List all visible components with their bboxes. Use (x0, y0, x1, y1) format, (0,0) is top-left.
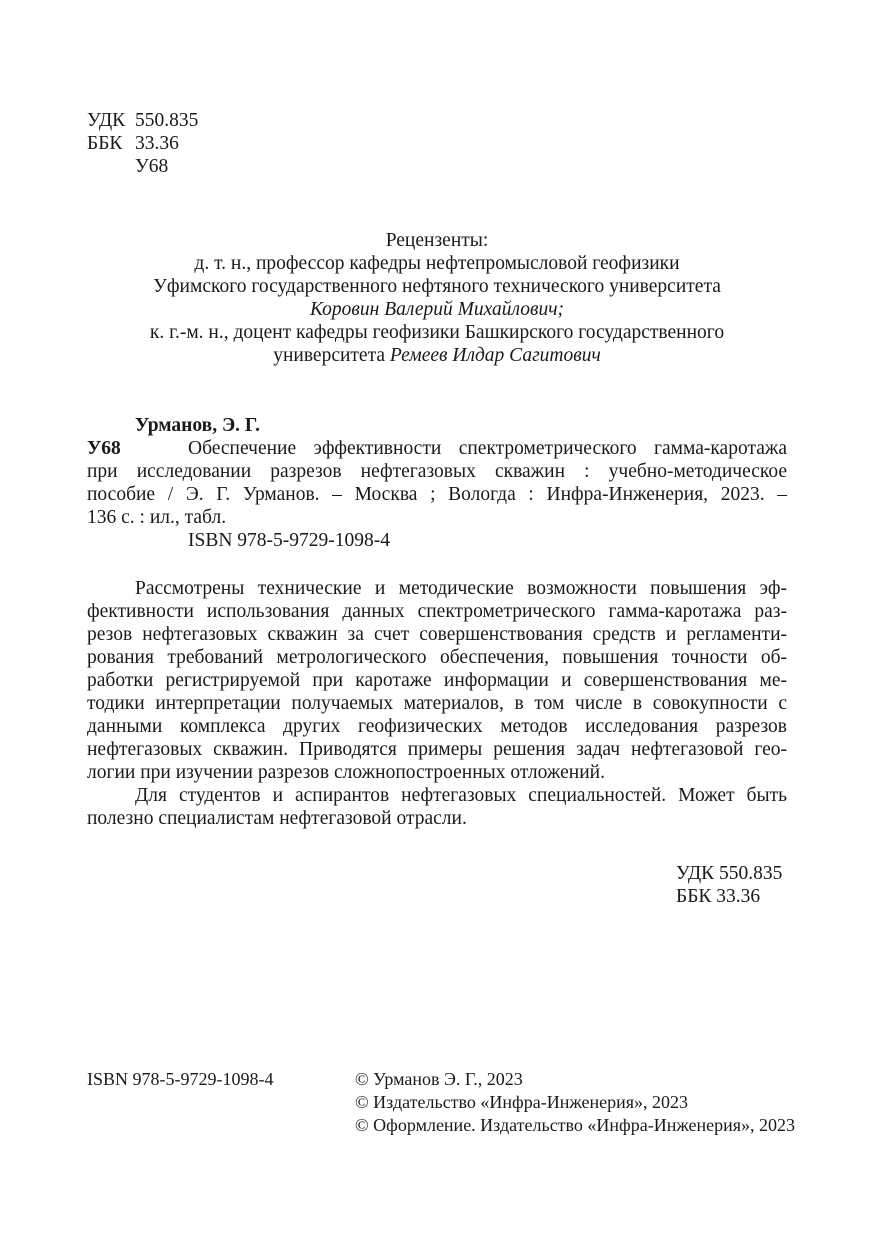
udk-row (87, 109, 198, 132)
udk-value: 550.835 (135, 110, 199, 131)
reviewers-heading: Рецензенты: (385, 230, 489, 251)
annotation-line: резов нефтегазовых скважин за счет совершенствования средств и регламенти- (87, 624, 787, 645)
audience-line-2: полезно специалистам нефтегазовой отрасли. (87, 808, 467, 829)
reviewer1-affiliation: Уфимского государственного нефтяного технического университета (153, 276, 721, 297)
footer-isbn: ISBN 978-5-9729-1098-4 (87, 1069, 274, 1089)
annotation-line: работки регистрируемой при каротаже информации и совершенствования ме- (87, 670, 787, 691)
bbk-bottom: ББК 33.36 (676, 886, 761, 907)
annotation-line: нефтегазовых скважин. Приводятся примеры решения задач нефтегазовой гео- (87, 739, 787, 760)
reviewer1-name: Коровин Валерий Михайлович; (309, 299, 565, 320)
annotation-line: данными комплекса других геофизических методов исследования разрезов (87, 716, 787, 737)
copyright-author: © Урманов Э. Г., 2023 (355, 1069, 523, 1089)
udk-label: УДК (87, 110, 126, 131)
reviewer2-affiliation-prefix: университета (273, 345, 386, 366)
author-mark: У68 (135, 156, 169, 177)
reviewer2-name: Ремеев Илдар Сагитович (389, 345, 601, 366)
record-line-3: пособие / Э. Г. Урманов. – Москва ; Вологда : Инфра-Инженерия, 2023. – (87, 484, 787, 505)
classification-bottom (676, 862, 782, 908)
copyright-design: © Оформление. Издательство «Инфра-Инженерия», 2023 (355, 1115, 796, 1135)
record-line-2: при исследовании разрезов нефтегазовых скважин : учебно-методическое (87, 461, 787, 482)
copyright-publisher: © Издательство «Инфра-Инженерия», 2023 (355, 1092, 689, 1112)
bbk-label: ББК (87, 133, 123, 154)
bbk-value: 33.36 (135, 133, 179, 154)
record-author: Урманов, Э. Г. (135, 415, 260, 436)
record-description (87, 437, 787, 529)
audience-line-1: Для студентов и аспирантов нефтегазовых специальностей. Может быть (135, 785, 787, 806)
annotation-line: тодики интерпретации получаемых материалов, в том числе в совокупности с (87, 693, 787, 714)
annotation-line: Рассмотрены технические и методические возможности повышения эф- (135, 578, 787, 599)
udk-bottom: УДК 550.835 (676, 863, 783, 884)
bbk-row (87, 132, 198, 155)
reviewer1-position: д. т. н., профессор кафедры нефтепромысловой геофизики (194, 253, 680, 274)
reviewer2-affiliation (87, 344, 787, 367)
record-line-1: Обеспечение эффективности спектрометрического гамма-каротажа (188, 438, 787, 459)
annotation-line: логии при изучении разрезов сложнопостроенных отложений. (87, 762, 605, 783)
reviewers-block (87, 229, 787, 367)
annotation-line: фективности использования данных спектрометрического гамма-каротажа раз- (87, 601, 787, 622)
reviewer2-position: к. г.-м. н., доцент кафедры геофизики Башкирского государственного (149, 322, 725, 343)
bibliographic-record (87, 414, 787, 552)
record-isbn: ISBN 978-5-9729-1098-4 (188, 530, 391, 551)
annotation-line: рования требований метрологического обеспечения, повышения точности об- (87, 647, 787, 668)
copyright-block (355, 1068, 795, 1137)
annotation-block (87, 577, 787, 830)
classification-block (87, 109, 198, 178)
record-line-4: 136 с. : ил., табл. (87, 507, 227, 528)
record-code: У68 (87, 438, 121, 459)
